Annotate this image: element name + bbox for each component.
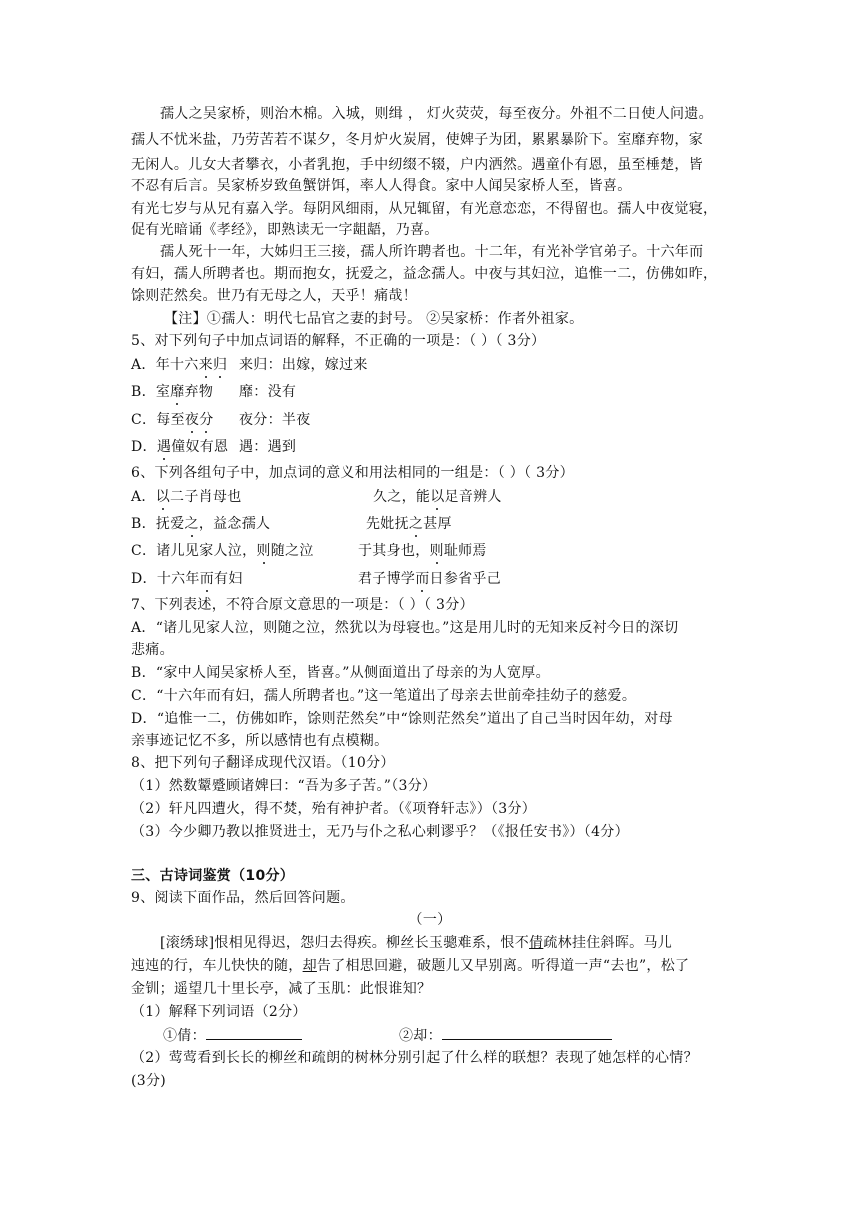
q9-stem: 9、阅读下面作品，然后回答问题。 (131, 890, 355, 906)
q6-c-text-post: 随之泣 (270, 543, 314, 559)
poem-line-2-text: 迍迍的行，车儿快快的随， (131, 958, 303, 974)
passage-p3-line2: 有妇，孺人所聘者也。期而抱女，抚爱之，益念孺人。中夜与其妇泣，追惟一二，仿佛如昨， (131, 266, 718, 282)
q6-b2-dotted: 之 (408, 516, 424, 532)
q5-option-a (131, 355, 731, 375)
section-3-title: 三、古诗词鉴赏（10分） (131, 868, 295, 884)
q5-a-dotted-2: 归 (212, 357, 228, 373)
q8-stem: 8、把下列句子翻译成现代汉语。（10分） (131, 755, 395, 771)
poem-line-1 (160, 933, 760, 953)
q7-option-c: C．“十六年而有妇，孺人所聘者也。”这一笔道出了母亲去世前牵挂幼子的慈爱。 (131, 688, 637, 704)
q9-1-b-blank[interactable] (442, 1025, 612, 1040)
poem-line-2 (131, 956, 731, 976)
q5-d-dotted: 遇 (156, 439, 172, 455)
poem-line-2-text-post: 告了相思回避，破题儿又早别离。听得道一声“去也”，松了 (316, 958, 690, 974)
q9-2-line2: (3分) (131, 1073, 167, 1089)
q6-d-dotted: 而 (199, 571, 215, 587)
q9-2-line1: （2）莺莺看到长长的柳丝和疏朗的树林分别引起了什么样的联想？表现了她怎样的心情？ (131, 1050, 698, 1066)
q5-b-dotted: 靡 (170, 384, 185, 400)
poem-line-1-text: [滚绣球]恨相见得迟，怨归去得疾。柳丝长玉骢难系，恨不 (160, 935, 530, 951)
q5-option-d (131, 437, 731, 457)
q5-option-c (131, 410, 731, 430)
q6-a-dotted: 以 (155, 489, 171, 505)
q5-b-text-post: 弃物 (184, 384, 214, 400)
passage-p1-line4: 不忍有后言。吴家桥岁致鱼蟹饼饵，率人人得食。家中人闻吴家桥人至，皆喜。 (131, 178, 632, 194)
q5-d-text-post: 僮奴有恩 (171, 439, 229, 455)
q9-1-b-label: ②却： (399, 1028, 442, 1044)
q6-option-b (131, 514, 731, 534)
q5-a-explanation: 来归：出嫁，嫁过来 (239, 357, 368, 373)
q6-b2-text-post: 甚厚 (423, 516, 452, 532)
q6-a2-dotted: 以 (430, 489, 445, 505)
q6-a-text-post: 二子肖母也 (170, 489, 242, 505)
q9-1-a-blank[interactable] (206, 1025, 302, 1040)
passage-p1-line1: 孺人之吴家桥，则治木棉。入城，则缉 ， 灯火荧荧，每至夜分。外祖不二日使人问遗。 (160, 106, 713, 122)
q6-b-text-post: ，益念孺人 (198, 516, 271, 532)
passage-p1-line3: 无闲人。儿女大者攀衣，小者乳抱，手中纫缀不辍，户内洒然。遇童仆有恩，虽至棰楚，皆 (131, 157, 703, 173)
passage-p2-line2: 促有光暗诵《孝经》，即熟读无一字龃龉，乃喜。 (131, 222, 439, 238)
q6-option-a (131, 487, 731, 507)
q6-a-second (373, 487, 502, 507)
q6-d2-text: 君子博学 (358, 571, 416, 587)
q8-sentence-1: （1）然数颦蹙顾诸婢曰：“吾为多子苦。”（3分） (131, 778, 437, 794)
q5-b-explanation: 靡：没有 (239, 384, 297, 400)
q7-option-a-line1: A．“诸儿见家人泣，则随之泣，然犹以为母寝也。”这是用儿时的无知来反衬今日的深切 (131, 620, 679, 636)
q6-a-text: A． (131, 489, 156, 505)
q6-c2-dotted: 则 (429, 543, 444, 559)
q6-d2-dotted: 而 (415, 571, 430, 587)
q5-d-explanation: 遇：遇到 (239, 439, 297, 455)
poem-underlined-que: 却 (302, 958, 317, 974)
q6-b2-text: 先妣抚 (366, 516, 409, 532)
q6-stem: 6、下列各组句子中，加点词的意义和用法相同的一组是：（ ）（ 3分） (131, 465, 574, 481)
q5-stem: 5、对下列句子中加点词语的解释，不正确的一项是：（ ）（ 3分） (131, 333, 546, 349)
q6-b-text: B．抚爱 (131, 516, 185, 532)
passage-note: 【注】①孺人：明代七品官之妻的封号。 ②吴家桥：作者外祖家。 (164, 311, 584, 327)
q6-d2-text-post: 日参省乎己 (429, 571, 502, 587)
q7-option-b: B．“家中人闻吴家桥人至，皆喜。”从侧面道出了母亲的为人宽厚。 (131, 665, 550, 681)
q9-1-b (399, 1025, 612, 1046)
poem-underlined-qian: 倩 (529, 935, 544, 951)
q5-c-dotted-1: 夜 (184, 412, 200, 428)
passage-p1-line2: 孺人不忧米盐，乃劳苦若不谋夕，冬月炉火炭屑，使婢子为团，累累暴阶下。室靡弃物，家 (131, 132, 703, 148)
poem-line-1-text-post: 疏林挂住斜晖。马儿 (543, 935, 673, 951)
q6-c2-text: 于其身也， (358, 543, 430, 559)
passage-p3-line1: 孺人死十一年，大姊归王三接，孺人所许聘者也。十二年，有光补学官弟子。十六年而 (160, 244, 704, 260)
q6-b-second (366, 514, 452, 534)
q9-1-a-label: ①倩： (163, 1028, 206, 1044)
q5-c-explanation: 夜分：半夜 (239, 412, 311, 428)
q6-c-dotted: 则 (256, 543, 271, 559)
q6-b-dotted: 之 (184, 516, 199, 532)
q5-option-b (131, 382, 731, 402)
poem-line-3: 金钏；遥望几十里长亭，减了玉肌：此恨谁知？ (131, 981, 432, 997)
q8-sentence-2: （2）轩凡四遭火，得不焚，殆有神护者。（《项脊轩志》）（3分） (131, 801, 537, 817)
passage-p2-line1: 有光七岁与从兄有嘉入学。每阴风细雨，从兄辄留，有光意恋恋，不得留也。孺人中夜觉寝， (131, 201, 718, 217)
q6-c-text: C．诸儿见家人泣， (131, 543, 257, 559)
q6-a2-text: 久之，能 (373, 489, 431, 505)
q6-option-c (131, 541, 731, 561)
q6-a2-text-post: 足音辨人 (444, 489, 502, 505)
q9-1-a (163, 1025, 302, 1046)
q6-d-text: D．十六年 (131, 571, 200, 587)
q7-stem: 7、下列表述，不符合原文意思的一项是：（ ）（ 3分） (131, 597, 474, 613)
q6-d-text-post: 有妇 (214, 571, 243, 587)
q6-d-second (358, 569, 501, 589)
poem-subtitle: （一） (408, 912, 452, 928)
q5-c-dotted-2: 分 (199, 412, 214, 428)
q5-b-text: B．室 (131, 384, 171, 400)
q5-c-text: C．每至 (131, 412, 185, 428)
q7-option-d-line1: D．“追惟一二，仿佛如昨，馀则茫然矣”中“馀则茫然矣”道出了自己当时因年幼，对母 (131, 711, 673, 727)
q8-sentence-3: （3）今少卿乃教以推贤进士，无乃与仆之私心剌谬乎？（《报任安书》）（4分） (131, 824, 629, 840)
q7-option-a-line2: 悲痛。 (131, 642, 174, 658)
q5-a-text: A．年十六 (131, 357, 199, 373)
q6-option-d (131, 569, 731, 589)
q6-c2-text-post: 耻师焉 (443, 543, 487, 559)
q5-a-dotted-1: 来 (198, 357, 213, 373)
q7-option-d-line2: 亲事迹记忆不多，所以感情也有点模糊。 (131, 733, 389, 749)
passage-p3-line3: 馀则茫然矣。世乃有无母之人，天乎！痛哉！ (131, 288, 417, 304)
q5-d-text: D． (131, 439, 157, 455)
q9-1-stem: （1）解释下列词语（2分） (131, 1004, 307, 1020)
q6-c-second (358, 541, 487, 561)
